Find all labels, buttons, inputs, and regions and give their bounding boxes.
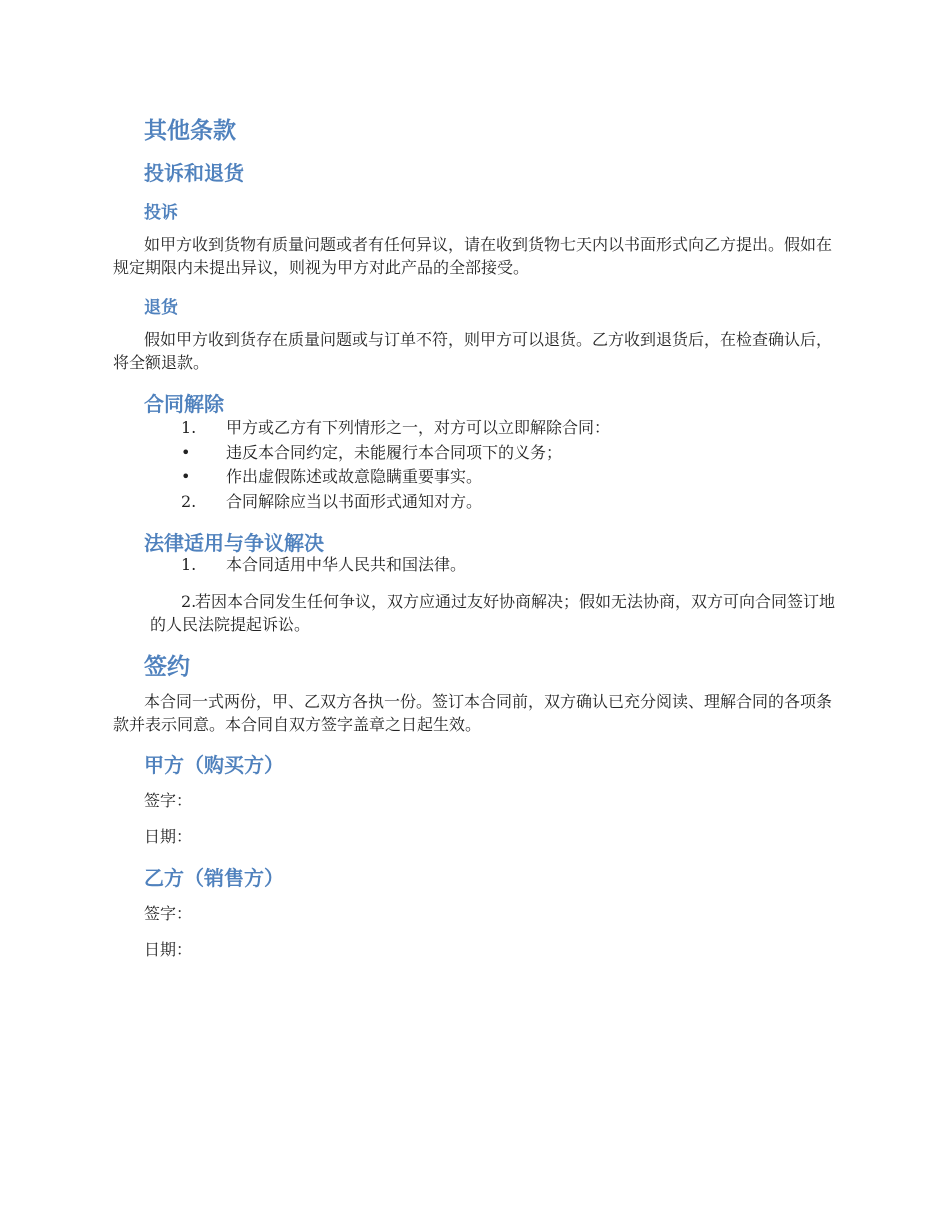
list-marker: 2. xyxy=(181,492,197,511)
list-item-text: 甲方或乙方有下列情形之一，对方可以立即解除合同： xyxy=(226,418,611,437)
party-b-sign-label: 签字： xyxy=(144,904,193,923)
subsection-title-complaint: 投诉 xyxy=(144,203,178,223)
list-item-text: 作出虚假陈述或故意隐瞒重要事实。 xyxy=(226,467,483,486)
signature-paragraph: 本合同一式两份，甲、乙双方各执一份。签订本合同前，双方确认已充分阅读、理解合同的各项条款并表示同意。本合同自双方签字盖章之日起生效。 xyxy=(113,692,833,734)
subsection-title-return: 退货 xyxy=(144,298,178,318)
return-paragraph: 假如甲方收到货存在质量问题或与订单不符，则甲方可以退货。乙方收到退货后，在检查确认后，将全额退款。 xyxy=(113,330,833,372)
section-title-other-terms: 其他条款 xyxy=(144,118,236,144)
list-marker: 1. xyxy=(181,555,197,574)
complaint-paragraph: 如甲方收到货物有质量问题或者有任何异议，请在收到货物七天内以书面形式向乙方提出。假如在规定期限内未提出异议，则视为甲方对此产品的全部接受。 xyxy=(113,235,833,277)
subsection-title-complaints-returns: 投诉和退货 xyxy=(144,161,244,185)
list-item xyxy=(150,590,840,636)
party-a-title: 甲方（购买方） xyxy=(144,753,284,777)
list-marker: 2. xyxy=(181,592,197,611)
list-item-text: 若因本合同发生任何争议，双方应通过友好协商解决；假如无法协商，双方可向合同签订地的人民法院提起诉讼。 xyxy=(150,592,836,634)
party-b-title: 乙方（销售方） xyxy=(144,866,284,890)
list-item-text: 本合同适用中华人民共和国法律。 xyxy=(226,555,467,574)
party-b-date-label: 日期： xyxy=(144,940,193,959)
list-item xyxy=(181,490,841,513)
party-a-date-label: 日期： xyxy=(144,827,193,846)
list-item xyxy=(181,441,841,464)
subsection-title-termination: 合同解除 xyxy=(144,392,224,416)
list-item-text: 违反本合同约定，未能履行本合同项下的义务； xyxy=(226,443,563,462)
list-item-text: 合同解除应当以书面形式通知对方。 xyxy=(226,492,483,511)
list-item xyxy=(181,416,841,439)
bullet-icon: • xyxy=(181,443,191,462)
list-marker: 1. xyxy=(181,418,197,437)
subsection-title-law: 法律适用与争议解决 xyxy=(144,531,324,555)
list-item xyxy=(181,553,841,576)
list-item xyxy=(181,465,841,488)
bullet-icon: • xyxy=(181,467,191,486)
section-title-signature: 签约 xyxy=(144,654,190,680)
party-a-sign-label: 签字： xyxy=(144,791,193,810)
